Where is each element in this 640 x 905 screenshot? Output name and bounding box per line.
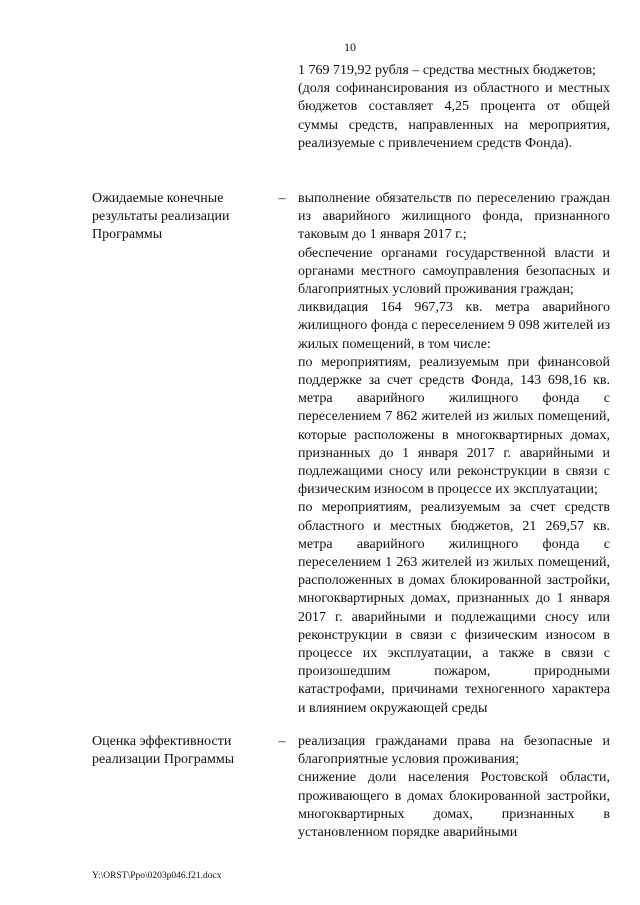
funding-continuation [298, 62, 610, 153]
efficiency-content [298, 733, 610, 842]
efficiency-dash: – [278, 734, 286, 749]
expected-results-label: Ожидаемые конечные результаты реализации Программы [92, 191, 230, 243]
page-number: 10 [344, 40, 356, 54]
expected-results-paragraph: ликвидация 164 967,73 кв. метра аварийного жилищного фонда с переселением 9 098 жителей из жилых помещений, в том числе: [298, 300, 610, 352]
expected-results-paragraph: по мероприятиям, реализуемым при финансовой поддержке за счет средств Фонда, 143 698,16 кв. метра аварийного жилищного фонда с переселением 7 862 жителей из жилых помещений, которые расположены в многоквартирных домах, признанных до 1 января 2017 г. аварийными и подлежащими сносу или реконструкции в связи с физическим износом в процессе их эксплуатации; [298, 354, 610, 498]
efficiency-paragraph: снижение доли населения Ростовской области, проживающего в домах блокированной застройки, многоквартирных домах, признанных в установленном порядке аварийными [298, 770, 610, 841]
funding-paragraph: 1 769 719,92 рубля – средства местных бюджетов; [298, 63, 596, 78]
expected-results-paragraph: обеспечение органами государственной власти и органами местного самоуправления безопасных и благоприятных условий проживания граждан; [298, 245, 610, 298]
expected-results-paragraph: выполнение обязательств по переселению граждан из аварийного жилищного фонда, признанного таковым до 1 января 2017 г.; [298, 191, 610, 243]
funding-paragraph: (доля софинансирования из областного и местных бюджетов составляет 4,25 процента от общей суммы средств, направленных на мероприятия, реализуемые с привлечением средств Фонда). [298, 81, 610, 151]
efficiency-paragraph: реализация гражданами права на безопасные и благоприятные условия проживания; [298, 734, 610, 768]
expected-results-content [298, 190, 610, 718]
document-path-footer: Y:\ORST\Ppo\0203p046.f21.docx [92, 871, 222, 881]
expected-results-paragraph: по мероприятиям, реализуемым за счет средств областного и местных бюджетов, 21 269,57 кв. метра аварийного жилищного фонда с переселением 1 263 жителей из жилых помещений, расположенных в домах блокированной застройки, многоквартирных домах, признанных до 1 января 2017 г. аварийными и подлежащими сносу или реконструкции в связи с физическим износом в процессе их эксплуатации, а также в связи с произошедшим пожаром, природными катастрофами, причинами техногенного характера и влиянием окружающей среды [298, 500, 610, 716]
efficiency-label: Оценка эффективности реализации Программы [92, 734, 235, 768]
expected-results-dash: – [278, 191, 286, 206]
